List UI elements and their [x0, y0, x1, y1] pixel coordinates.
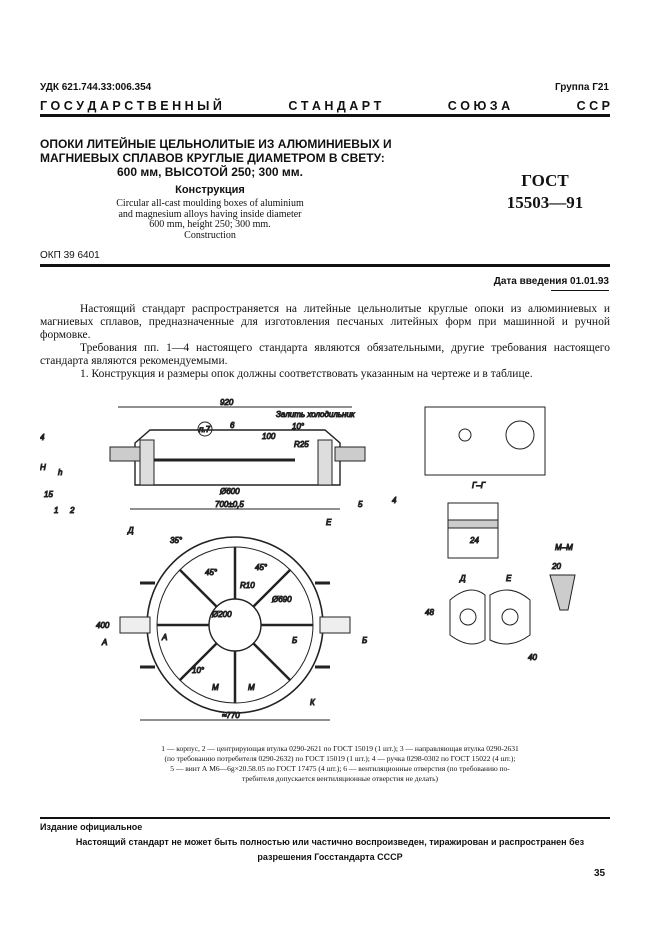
angle-45: 45°: [205, 568, 218, 577]
gost-number: 15503—91: [506, 193, 584, 212]
date-underline: [551, 290, 609, 291]
note-fill-chill: Залить холодильник: [276, 410, 355, 419]
english-title: [40, 199, 380, 241]
view-D-lug: [450, 590, 485, 644]
handle-circle: [459, 429, 471, 441]
label-2: 2: [70, 506, 75, 515]
handle-right: [320, 617, 350, 633]
body-text: [40, 303, 610, 381]
section-mm-label: М–М: [555, 543, 573, 552]
english-line: Construction: [184, 229, 236, 241]
dim-phi200: Ø200: [212, 610, 232, 619]
page-number: 35: [594, 868, 606, 879]
label-15: 15: [44, 490, 53, 499]
label-H: H: [40, 463, 46, 472]
gost-label: ГОСТ: [521, 171, 569, 190]
dim-920: 920: [220, 398, 234, 407]
label-n7: п.7: [199, 425, 211, 434]
dim-100: 100: [262, 432, 276, 441]
title-line: 600 мм, ВЫСОТОЙ 250; 300 мм.: [116, 165, 303, 179]
section-mm-profile: [550, 575, 575, 610]
title-line: ОПОКИ ЛИТЕЙНЫЕ ЦЕЛЬНОЛИТЫЕ ИЗ АЛЮМИНИЕВЫХ И: [40, 137, 392, 151]
gost-number-block: [480, 170, 610, 214]
caption-line: 1 — корпус, 2 — центрирующая втулка 0290-2621 по ГОСТ 15019 (1 шт.); 3 — направляющая втулка 0290-2631: [161, 744, 519, 753]
state-standard-banner: [40, 99, 610, 113]
caption-line: требителя допускается вентиляционные отверстия не делать): [241, 774, 439, 783]
detail-k-outline: [448, 503, 498, 558]
introduction-date: Дата введения 01.01.93: [493, 276, 609, 287]
dim-phi690: Ø690: [272, 595, 292, 604]
radius-25: R25: [294, 440, 309, 449]
drawing-caption: [100, 744, 580, 784]
radius-10: R10: [240, 581, 255, 590]
dim-20: 20: [552, 562, 561, 571]
label-4: 4: [40, 433, 45, 442]
english-line: 600 mm, height 250; 300 mm.: [149, 219, 271, 230]
section-M-right: М: [248, 683, 255, 692]
udk-code: УДК 621.744.33:006.354: [40, 82, 152, 93]
caption-line: 5 — винт А М6—6g×20.58.05 по ГОСТ 17475 (4 шт.); 6 — вентиляционные отверстия (по требованию по-: [170, 764, 510, 773]
technical-drawing: [40, 385, 620, 740]
angle-35: 35°: [170, 536, 183, 545]
section-D: Д: [128, 526, 134, 535]
view-E-label: Е: [506, 574, 512, 583]
banner-word: С Т А Н Д А Р Т: [288, 99, 382, 113]
header-rule: [40, 264, 610, 267]
bushing-right: [318, 440, 332, 485]
english-line: and magnesium alloys having inside diameter: [118, 208, 302, 220]
notice-line: Настоящий стандарт не может быть полностью или частично воспроизведен, тиражирован и распространен без: [75, 837, 585, 847]
section-B-right: Б: [362, 636, 368, 645]
view-D-label: Д: [460, 574, 466, 583]
label-4b: 4: [392, 496, 397, 505]
section-gg-outline: [425, 407, 545, 475]
label-1: 1: [54, 506, 59, 515]
banner-word: С С Р: [576, 99, 610, 113]
handle-right: [335, 447, 365, 461]
label-6: 6: [230, 421, 235, 430]
bushing-d: [460, 609, 476, 625]
section-gg-label: Г–Г: [472, 481, 486, 490]
view-K: К: [310, 698, 315, 707]
angle-10b: 10°: [192, 666, 205, 675]
section-M-left: М: [212, 683, 219, 692]
title-line: МАГНИЕВЫХ СПЛАВОВ КРУГЛЫЕ ДИАМЕТРОМ В СВЕТУ:: [40, 151, 385, 165]
section-A-right: А: [162, 633, 168, 642]
document-title: [40, 137, 440, 179]
notice-line: разрешения Госстандарта СССР: [257, 852, 403, 862]
dim-48: 48: [425, 608, 434, 617]
dim-24: 24: [470, 536, 479, 545]
group-code: Группа Г21: [554, 82, 609, 93]
hatched-band: [448, 520, 498, 528]
angle-45b: 45°: [255, 563, 268, 572]
okp-code: ОКП 39 6401: [40, 250, 100, 261]
ribs: [157, 547, 313, 703]
caption-line: (по требованию потребителя 0290-2632) по ГОСТ 15019 (1 шт.); 4 — ручка 0298-0302 по ГОСТ 15022 (4 шт.);: [164, 754, 516, 763]
box-body-outline: [135, 430, 340, 485]
banner-rule: [40, 114, 610, 117]
angle-10: 10°: [292, 422, 305, 431]
side-section-view: [40, 398, 397, 535]
official-edition: Издание официальное: [40, 822, 143, 832]
section-B-left: Б: [292, 636, 298, 645]
detail-views: [425, 407, 575, 662]
paragraph: Настоящий стандарт распространяется на литейные цельнолитые круглые опоки из алюминиевых и магниевых сплавов, предназначенные для изготовления песчаных литейных форм при машинной и ручной формовке.: [40, 303, 610, 341]
copyright-notice: [30, 835, 630, 865]
english-line: Circular all-cast moulding boxes of aluminium: [116, 198, 304, 209]
subtitle: Конструкция: [175, 184, 245, 196]
dim-400: 400: [96, 621, 110, 630]
dim-phi600: Ø600: [220, 487, 240, 496]
paragraph: Требования пп. 1—4 настоящего стандарта являются обязательными, другие требования настоящего стандарта являются рекомендуемыми.: [40, 342, 610, 367]
section-E: Е: [326, 518, 332, 527]
dim-770: ≈770: [222, 711, 240, 720]
label-h: h: [58, 468, 63, 477]
handle-left: [110, 447, 140, 461]
bushing-e: [502, 609, 518, 625]
dim-700: 700±0,5: [215, 500, 244, 509]
section-A-left: А: [102, 638, 108, 647]
banner-word: Г О С У Д А Р С Т В Е Н Н Ы Й: [40, 99, 222, 113]
bushing-left: [140, 440, 154, 485]
view-E-lug: [490, 590, 530, 644]
handle-left: [120, 617, 150, 633]
dim-40: 40: [528, 653, 537, 662]
footer-rule: [40, 817, 610, 819]
label-5: 5: [358, 500, 363, 509]
paragraph: 1. Конструкция и размеры опок должны соответствовать указанным на чертеже и в таблице.: [80, 368, 533, 380]
bushing-circle: [506, 421, 534, 449]
plan-view: [96, 536, 367, 720]
banner-word: С О Ю З А: [447, 99, 511, 113]
